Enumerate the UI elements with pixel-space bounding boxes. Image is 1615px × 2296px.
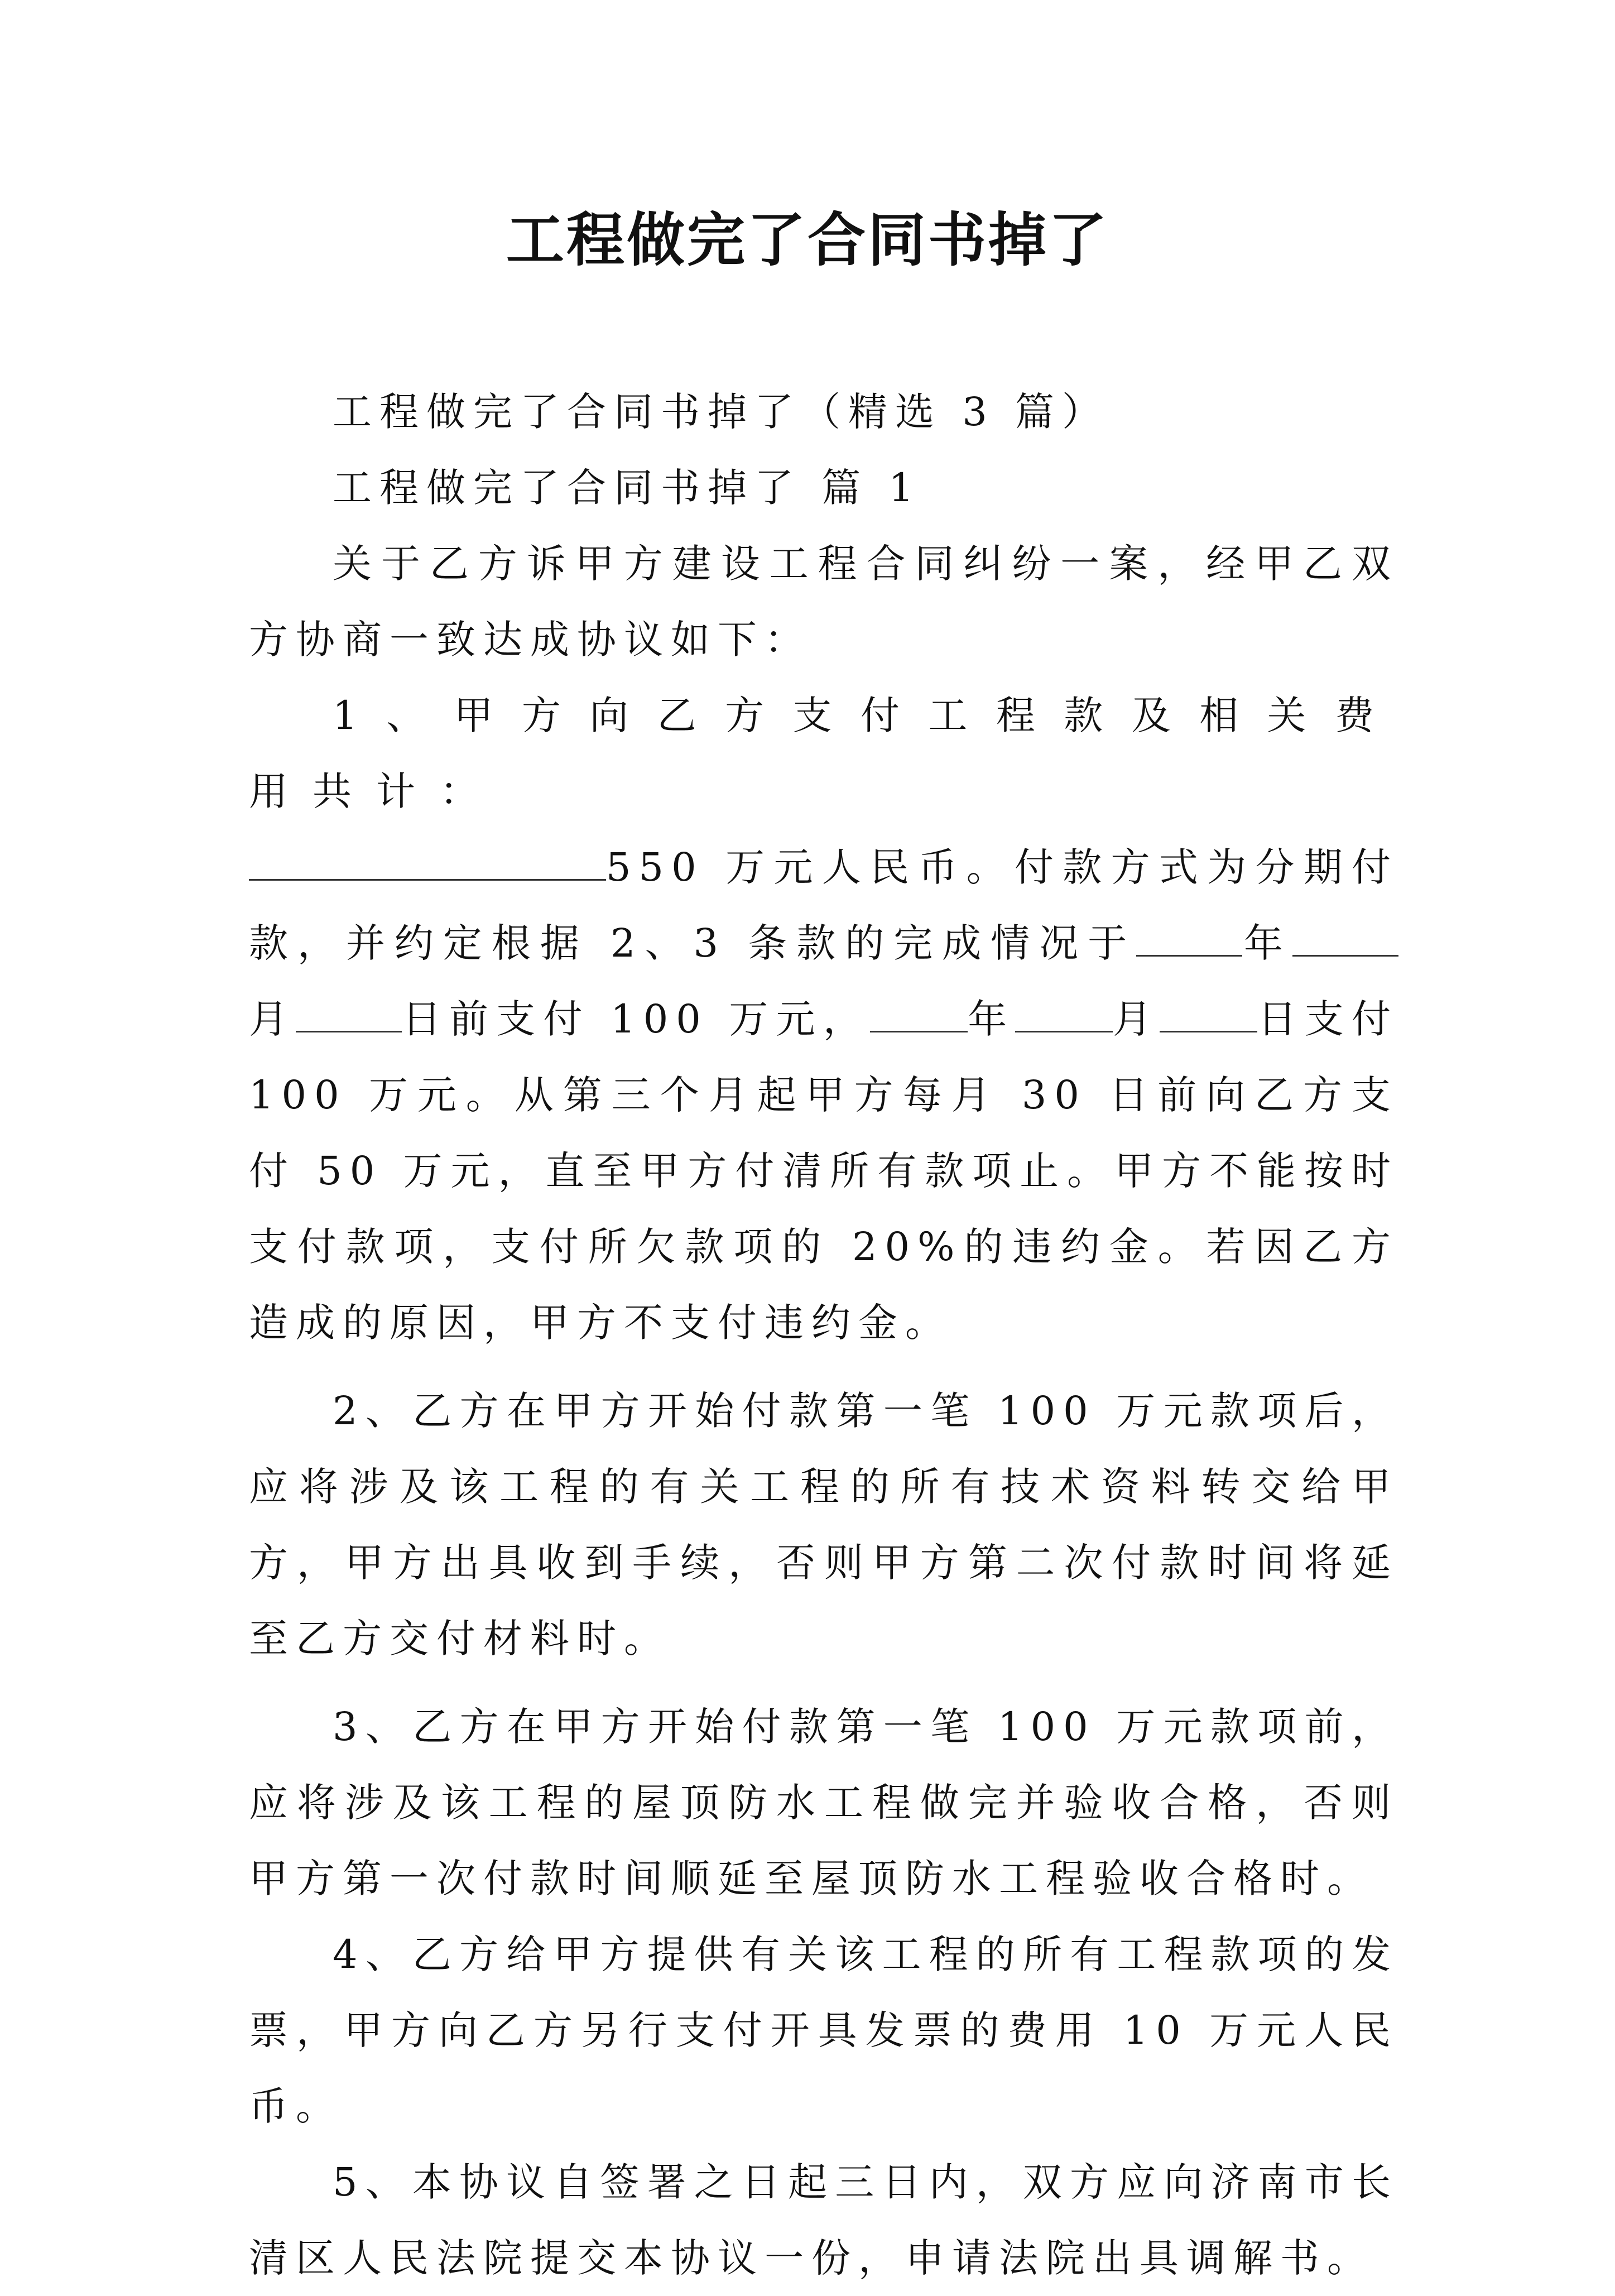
blank-line [870,992,968,1032]
document-body [249,374,1398,2296]
clause-1-month: 月 [249,996,296,1042]
section-heading: 工程做完了合同书掉了 篇 1 [333,465,922,511]
clause-1-day: 日前支付 100 万元， [402,996,871,1042]
clause-1-day-2: 日支付 100 万元。从第三个月起甲方每月 30 日前向乙方支付 50 万元，直至甲方付清所有款项止。甲方不能按时支付款项，支付所欠款项的 20%的违约金。若因乙方造成的原因，甲方不支付违约金。 [249,996,1399,1346]
blank-line [296,992,402,1032]
clause-1-amount: 550 万元人民币。付款方式为分期付款，并约定根据 2、3 条款的完成情况于 [249,844,1398,966]
clause-1-year: 年 [1242,920,1293,966]
clause-3: 3、乙方在甲方开始付款第一笔 100 万元款项前，应将涉及该工程的屋顶防水工程做完并验收合格，否则甲方第一次付款时间顺延至屋顶防水工程验收合格时。 [249,1704,1398,1901]
blank-line [1015,992,1113,1032]
clause-1-year-2: 年 [968,996,1015,1042]
intro-paragraph: 关于乙方诉甲方建设工程合同纠纷一案，经甲乙双方协商一致达成协议如下： [249,541,1398,662]
clause-1-lead: 1、甲方向乙方支付工程款及相关费用共计： [249,693,1398,814]
clause-5: 5、本协议自签署之日起三日内，双方应向济南市长清区人民法院提交本协议一份，申请法院出具调解书。 [249,2159,1398,2281]
clause-1-body [249,829,1398,1361]
blank-line [1136,916,1242,957]
blank-line [1160,992,1257,1032]
clause-2: 2、乙方在甲方开始付款第一笔 100 万元款项后，应将涉及该工程的有关工程的所有技术资料转交给甲方，甲方出具收到手续，否则甲方第二次付款时间将延至乙方交付材料时。 [249,1388,1398,1661]
clause-4: 4、乙方给甲方提供有关该工程的所有工程款项的发票，甲方向乙方另行支付开具发票的费用 10 万元人民币。 [249,1932,1398,2129]
clause-1-month-2: 月 [1112,996,1160,1042]
blank-line [1292,916,1398,957]
document-title: 工程做完了合同书掉了 [506,206,1109,274]
document-subtitle: 工程做完了合同书掉了（精选 3 篇） [333,389,1109,435]
blank-line [249,840,606,881]
